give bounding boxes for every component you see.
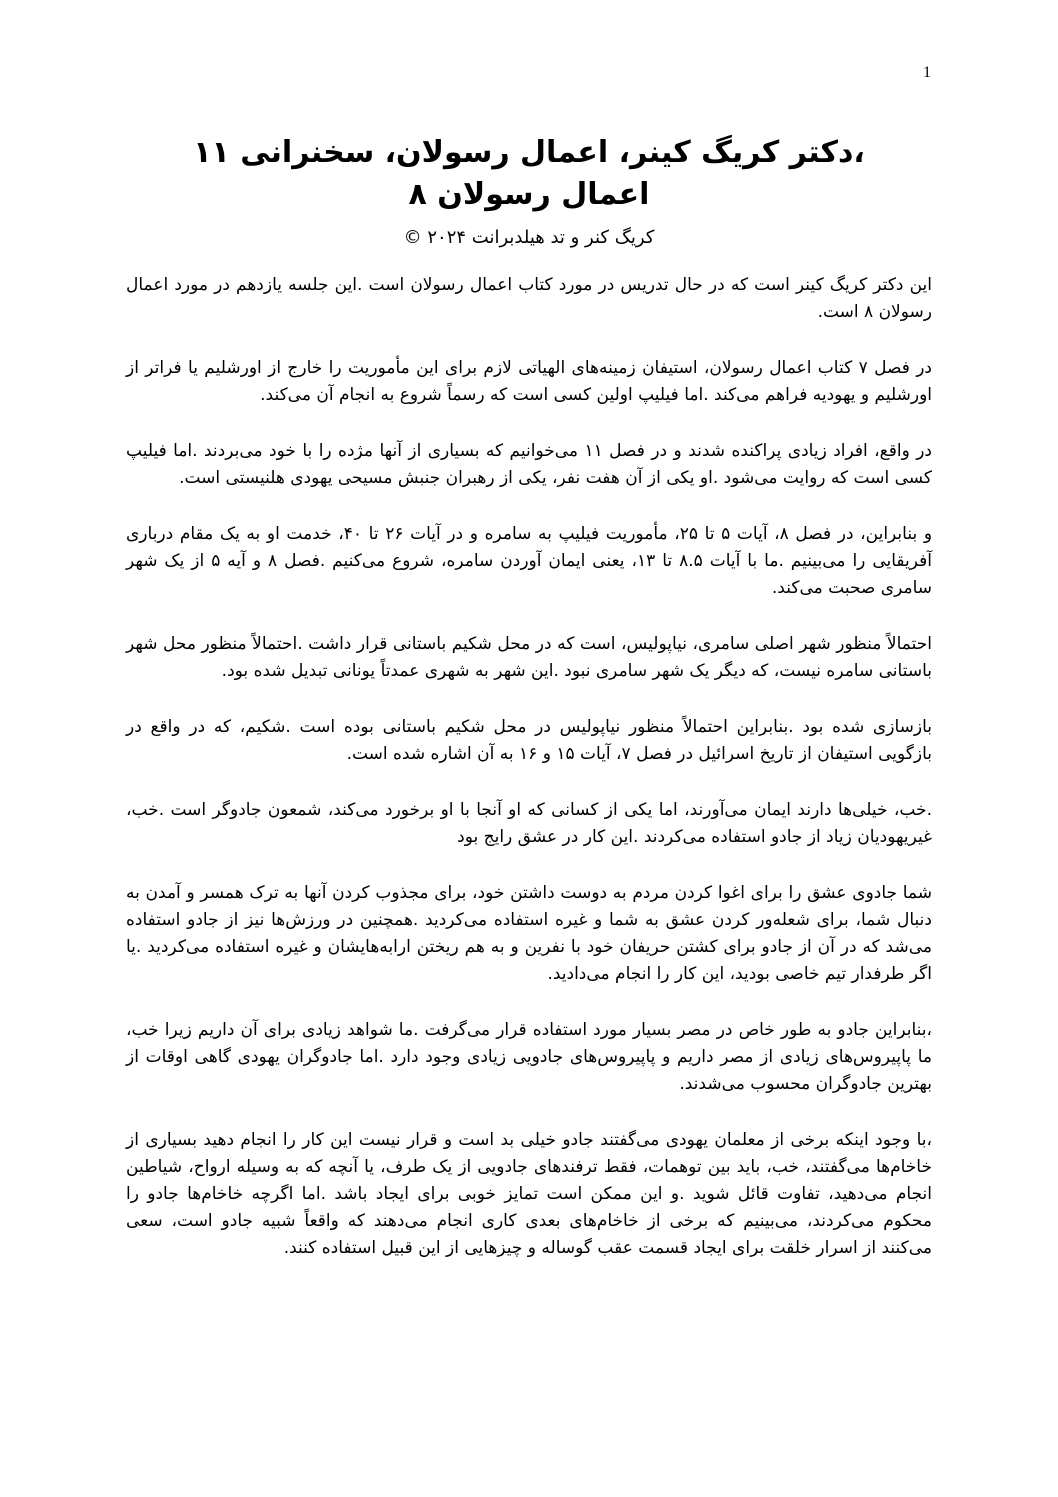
paragraph-1: این دکتر کریگ کینر است که در حال تدریس در مورد کتاب اعمال رسولان است .این جلسه یازدهم در مورد اعمال رسولان ۸ است.: [126, 275, 932, 322]
transcript-body: [126, 272, 932, 1291]
page-number: 1: [923, 64, 931, 81]
paragraph-9: ،بنابراین جادو به طور خاص در مصر بسیار مورد استفاده قرار می‌گرفت .ما شواهد زیادی برای آن داریم زیرا خب، ما پاپیروس‌های زیادی از مصر داریم و پاپیروس‌های جادویی زیادی وجود دارد .اما جادوگران یهودی گاهی اوقات از بهترین جادوگران محسوب می‌شدند.: [126, 1020, 932, 1094]
lecture-subtitle: اعمال رسولان ۸: [408, 177, 650, 212]
lecture-title: ،دکتر کریگ کینر، اعمال رسولان، سخنرانی ۱۱: [193, 135, 865, 170]
copyright-line: کریگ کنر و تد هیلدبرانت ۲۰۲۴ ©: [403, 227, 655, 248]
paragraph-5: احتمالاً منظور شهر اصلی سامری، نیاپولیس، است که در محل شکیم باستانی قرار داشت .احتمالاً منظور محل شهر باستانی سامره نیست، که دیگر یک شهر سامری نبود .این شهر به شهری عمدتاً یونانی تبدیل شده بود.: [126, 634, 932, 681]
paragraph-4: و بنابراین، در فصل ۸، آیات ۵ تا ۲۵، مأموریت فیلیپ به سامره و در آیات ۲۶ تا ۴۰، خدمت او به یک مقام درباری آفریقایی را می‌بینیم .ما با آیات ۸.۵ تا ۱۳، یعنی ایمان آوردن سامره، شروع می‌کنیم .فصل ۸ و آیه ۵ از یک شهر سامری صحبت می‌کند.: [126, 524, 933, 598]
paragraph-2: در فصل ۷ کتاب اعمال رسولان، استیفان زمینه‌های الهیاتی لازم برای این مأموریت را خارج از اورشلیم یا فراتر از اورشلیم و یهودیه فراهم می‌کند .اما فیلیپ اولین کسی است که رسماً شروع به انجام آن می‌کند.: [126, 358, 932, 405]
paragraph-8: شما جادوی عشق را برای اغوا کردن مردم به دوست داشتن خود، برای مجذوب کردن آنها به ترک همسر و آمدن به دنبال شما، برای شعله‌ور کردن عشق به شما و غیره استفاده می‌کردید .همچنین در ورزش‌ها نیز از جادو استفاده می‌شد که در آن از جادو برای کشتن حریفان خود با نفرین و به هم ریختن ارابه‌هایشان و غیره استفاده می‌کردید .یا اگر طرفدار تیم خاصی بودید، این کار را انجام می‌دادید.: [126, 883, 932, 984]
paragraph-7: .خب، خیلی‌ها دارند ایمان می‌آورند، اما یکی از کسانی که او آنجا با او برخورد می‌کند، شمعون جادوگر است .خب، غیریهودیان زیاد از جادو استفاده می‌کردند .این کار در عشق رایج بود: [126, 800, 932, 847]
title-block: [120, 132, 938, 252]
paragraph-6: بازسازی شده بود .بنابراین احتمالاً منظور نیاپولیس در محل شکیم باستانی بوده است .شکیم، که در واقع در بازگویی استیفان از تاریخ اسرائیل در فصل ۷، آیات ۱۵ و ۱۶ به آن اشاره شده است.: [126, 717, 932, 764]
paragraph-10: ،با وجود اینکه برخی از معلمان یهودی می‌گفتند جادو خیلی بد است و قرار نیست این کار را انجام دهید بسیاری از خاخام‌ها می‌گفتند، خب، باید بین توهمات، فقط ترفندهای جادویی از یک طرف، یا آنچه که به وسیله ارواح، شیاطین انجام می‌دهید، تفاوت قائل شوید .و این ممکن است تمایز خوبی برای ایجاد باشد .اما اگرچه خاخام‌ها جادو را محکوم می‌کردند، می‌بینیم که برخی از خاخام‌های بعدی کاری انجام می‌دهند که واقعاً شبیه جادو است، سعی می‌کنند از اسرار خلقت برای ایجاد قسمت عقب گوساله و چیزهایی از این قبیل استفاده کنند.: [126, 1130, 932, 1258]
paragraph-3: در واقع، افراد زیادی پراکنده شدند و در فصل ۱۱ می‌خوانیم که بسیاری از آنها مژده را با خود می‌بردند .اما فیلیپ کسی است که روایت می‌شود .او یکی از آن هفت نفر، یکی از رهبران جنبش مسیحی یهودی هلنیستی است.: [126, 441, 932, 488]
